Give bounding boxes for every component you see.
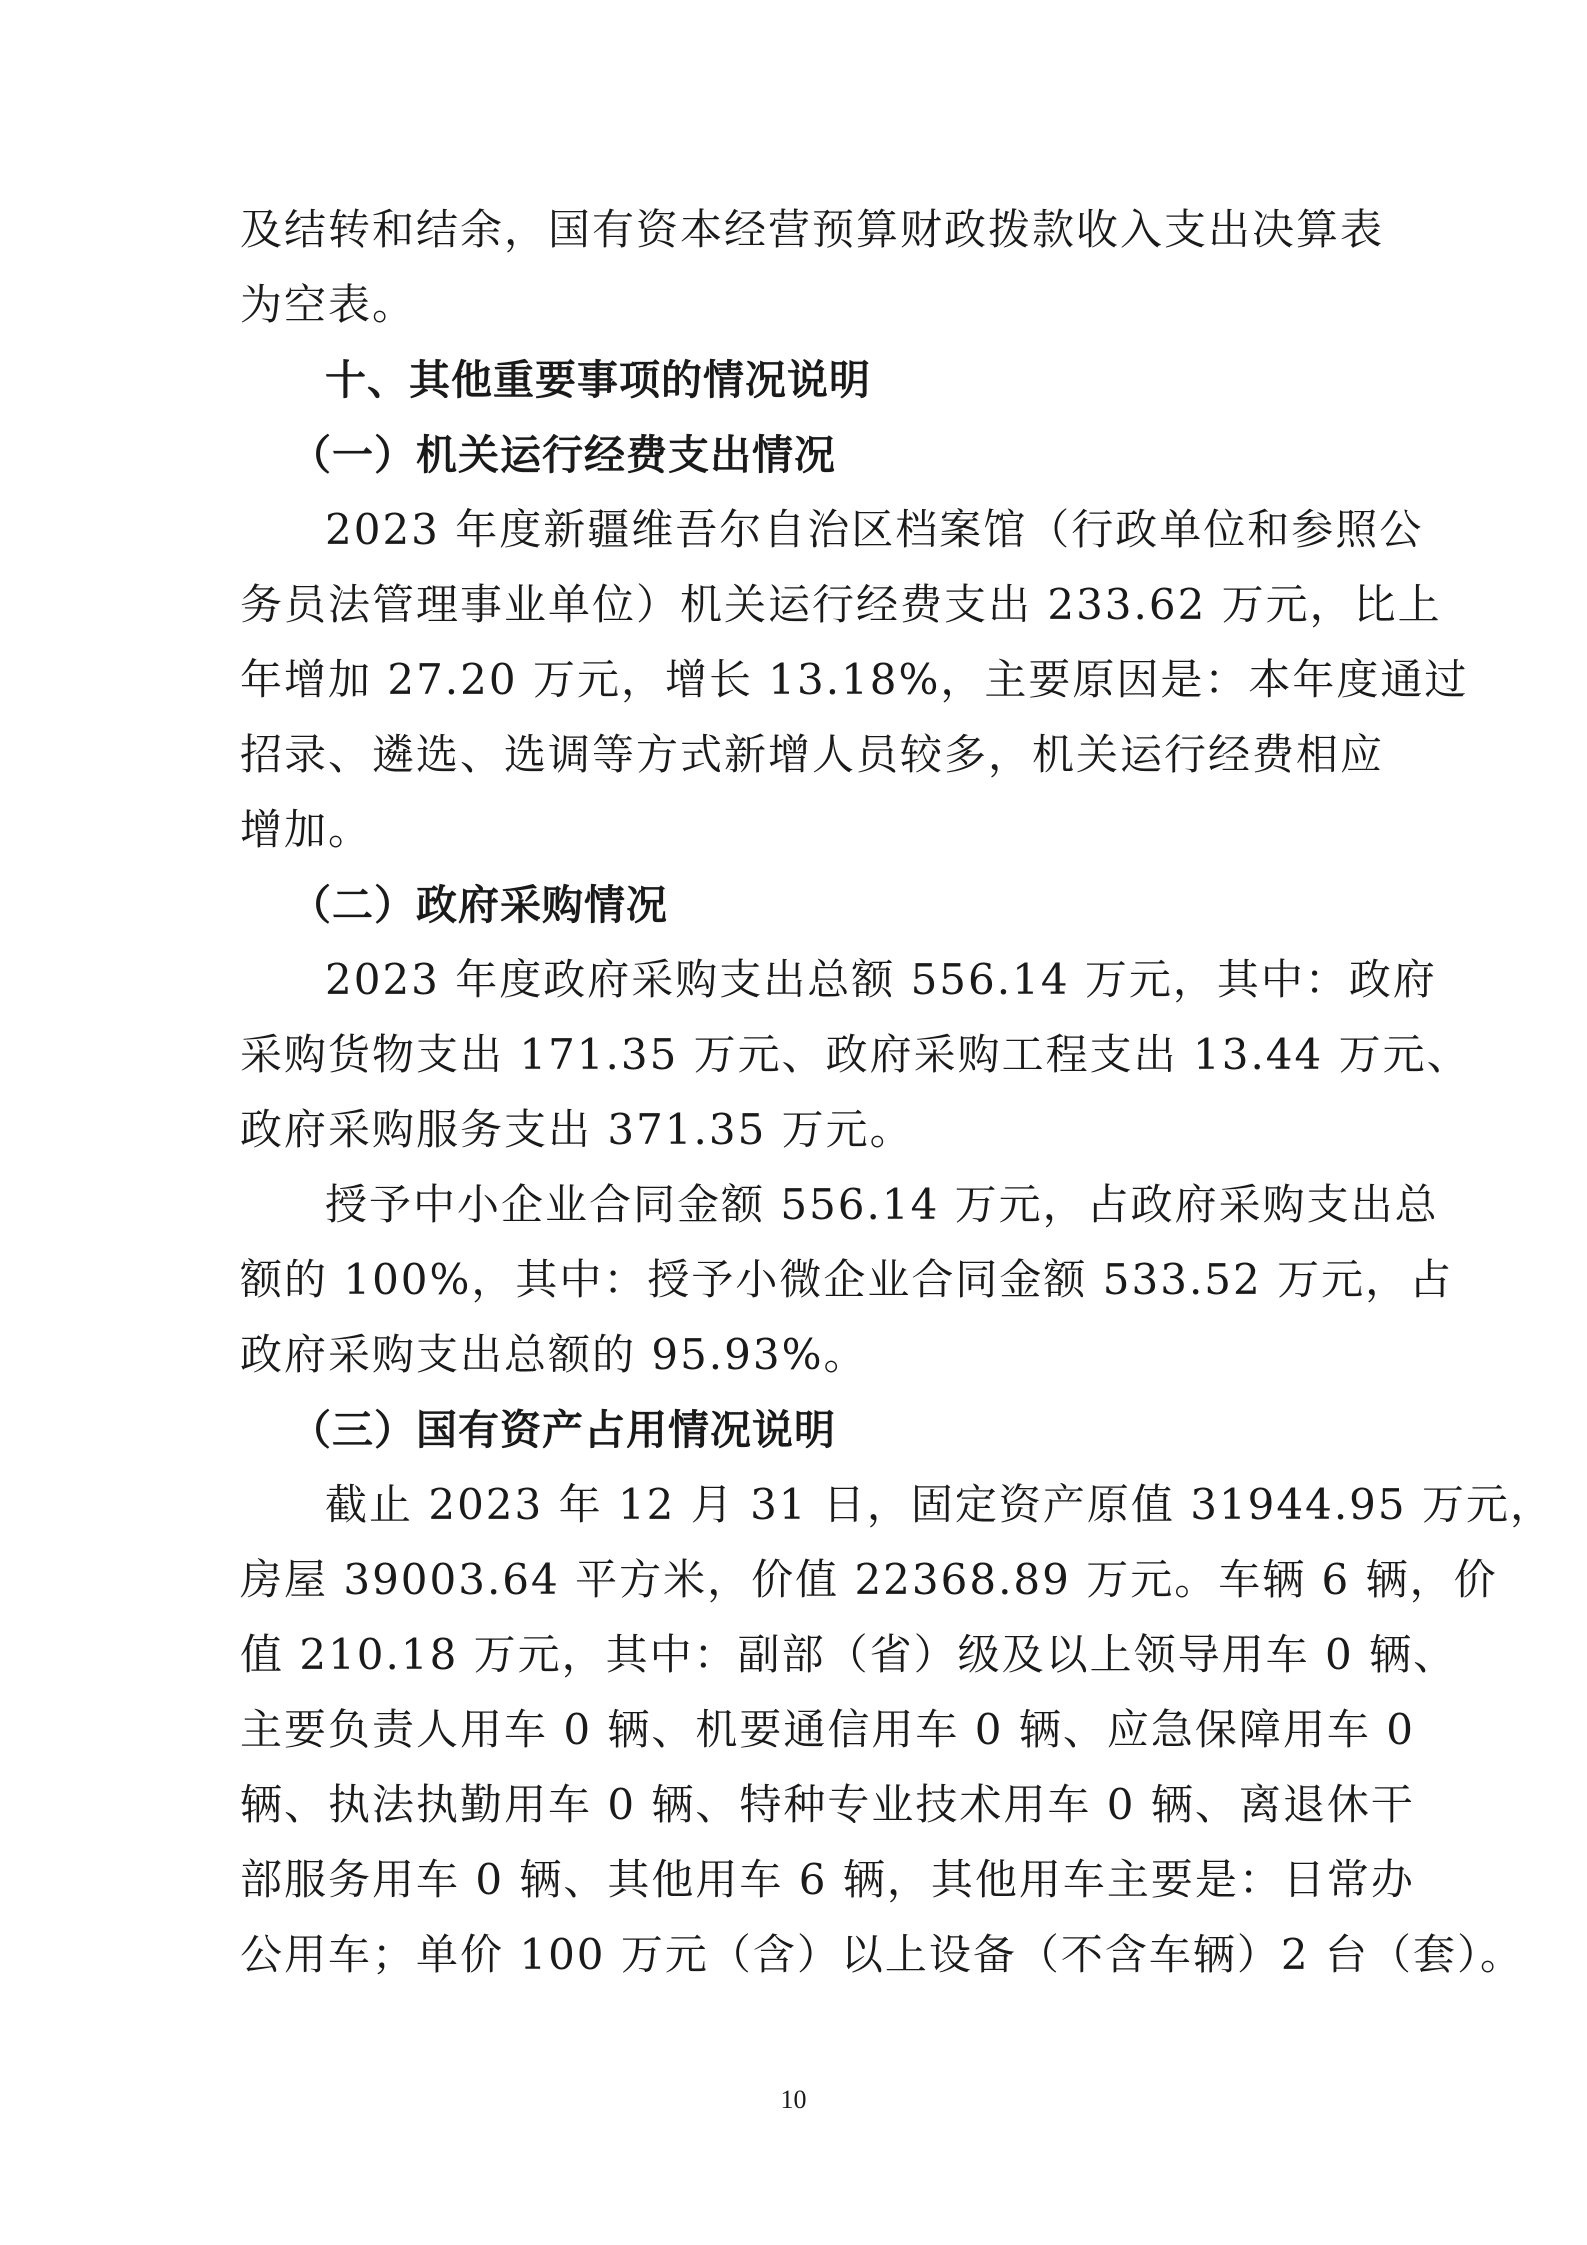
text-line: 增加。 — [240, 805, 373, 854]
text-line: 年增加 27.20 万元，增长 13.18%，主要原因是：本年度通过 — [240, 655, 1469, 704]
text-line: 值 210.18 万元，其中：副部（省）级及以上领导用车 0 辆、 — [240, 1630, 1458, 1679]
text-line: 辆、执法执勤用车 0 辆、特种专业技术用车 0 辆、离退休干 — [240, 1780, 1415, 1829]
text-line: 截止 2023 年 12 月 31 日，固定资产原值 31944.95 万元， — [325, 1480, 1554, 1529]
text-line: 2023 年度政府采购支出总额 556.14 万元，其中：政府 — [325, 955, 1437, 1004]
text-line: 采购货物支出 171.35 万元、政府采购工程支出 13.44 万元、 — [240, 1030, 1471, 1079]
text-line: 务员法管理事业单位）机关运行经费支出 233.62 万元，比上 — [240, 580, 1442, 629]
subsection-heading: （一）机关运行经费支出情况 — [290, 431, 836, 479]
subsection-heading: （三）国有资产占用情况说明 — [290, 1406, 836, 1454]
section-heading: 十、其他重要事项的情况说明 — [325, 356, 871, 404]
text-line: 部服务用车 0 辆、其他用车 6 辆，其他用车主要是：日常办 — [240, 1855, 1415, 1904]
text-line: 2023 年度新疆维吾尔自治区档案馆（行政单位和参照公 — [325, 505, 1424, 554]
text-line: 房屋 39003.64 平方米，价值 22368.89 万元。车辆 6 辆，价 — [240, 1555, 1498, 1604]
text-line: 为空表。 — [240, 280, 417, 329]
subsection-heading: （二）政府采购情况 — [290, 881, 668, 929]
text-line: 公用车；单价 100 万元（含）以上设备（不含车辆）2 台（套）。 — [240, 1930, 1524, 1979]
text-line: 额的 100%，其中：授予小微企业合同金额 533.52 万元，占 — [240, 1255, 1454, 1304]
text-line: 政府采购服务支出 371.35 万元。 — [240, 1105, 914, 1154]
text-line: 招录、遴选、选调等方式新增人员较多，机关运行经费相应 — [240, 730, 1385, 779]
text-line: 政府采购支出总额的 95.93%。 — [240, 1330, 868, 1379]
page-number: 10 — [780, 2085, 807, 2114]
text-line: 授予中小企业合同金额 556.14 万元，占政府采购支出总 — [325, 1180, 1439, 1229]
text-line: 主要负责人用车 0 辆、机要通信用车 0 辆、应急保障用车 0 — [240, 1705, 1415, 1754]
text-line: 及结转和结余，国有资本经营预算财政拨款收入支出决算表 — [240, 205, 1385, 254]
